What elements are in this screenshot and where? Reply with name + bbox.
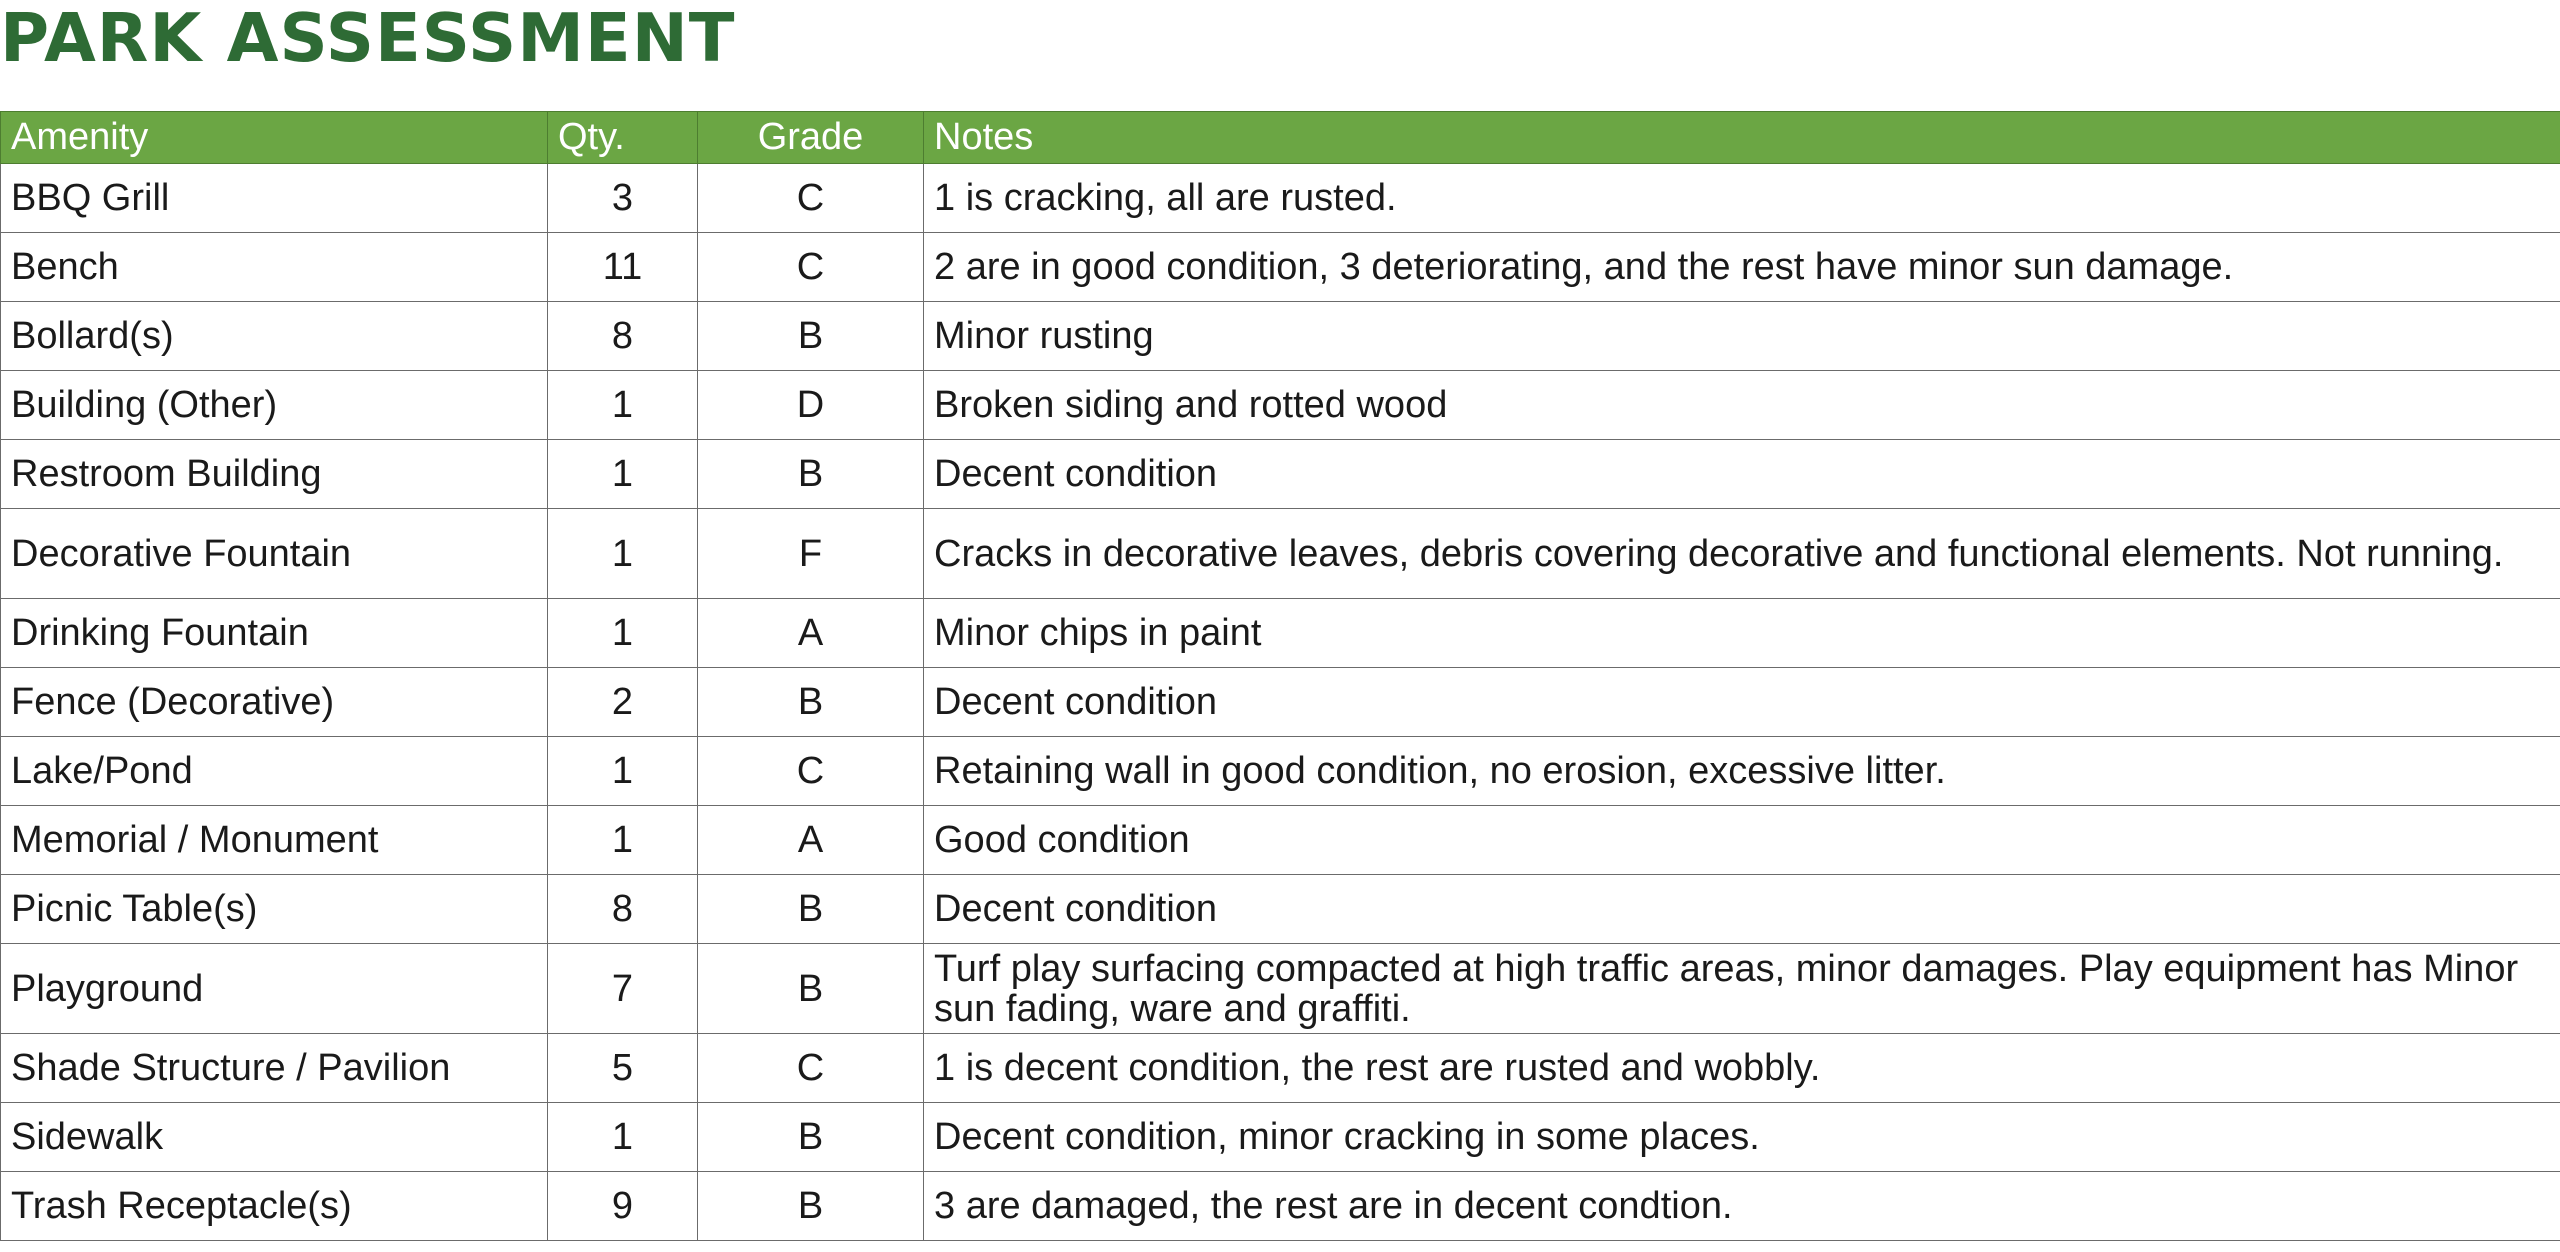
table-row (1, 1034, 2560, 1103)
cell-notes: 2 are in good condition, 3 deteriorating, and the rest have minor sun damage. (924, 233, 2560, 302)
cell-qty: 1 (548, 599, 698, 668)
cell-grade: C (698, 164, 924, 233)
cell-notes: Retaining wall in good condition, no erosion, excessive litter. (924, 737, 2560, 806)
cell-qty: 1 (548, 509, 698, 599)
cell-grade: A (698, 806, 924, 875)
cell-grade: A (698, 599, 924, 668)
column-header-grade: Grade (698, 112, 924, 164)
cell-grade: C (698, 1034, 924, 1103)
cell-amenity: Bollard(s) (1, 302, 548, 371)
cell-qty: 9 (548, 1172, 698, 1241)
column-header-qty: Qty. (548, 112, 698, 164)
cell-amenity: Drinking Fountain (1, 599, 548, 668)
cell-amenity: BBQ Grill (1, 164, 548, 233)
cell-grade: B (698, 668, 924, 737)
table-header (1, 112, 2560, 164)
cell-notes: Cracks in decorative leaves, debris covering decorative and functional elements. Not running. (924, 509, 2560, 599)
table-row (1, 440, 2560, 509)
table-row (1, 1172, 2560, 1241)
assessment-table (0, 111, 2560, 1241)
cell-qty: 2 (548, 668, 698, 737)
cell-notes: Minor rusting (924, 302, 2560, 371)
cell-notes: Minor chips in paint (924, 599, 2560, 668)
table-row (1, 668, 2560, 737)
cell-notes: Decent condition (924, 668, 2560, 737)
table-row (1, 1103, 2560, 1172)
cell-amenity: Restroom Building (1, 440, 548, 509)
table-row (1, 806, 2560, 875)
cell-qty: 3 (548, 164, 698, 233)
table-row (1, 371, 2560, 440)
cell-notes: 1 is decent condition, the rest are rusted and wobbly. (924, 1034, 2560, 1103)
cell-amenity: Building (Other) (1, 371, 548, 440)
cell-qty: 1 (548, 806, 698, 875)
cell-qty: 8 (548, 302, 698, 371)
header-row (1, 112, 2560, 164)
cell-grade: C (698, 233, 924, 302)
cell-amenity: Fence (Decorative) (1, 668, 548, 737)
cell-notes: Good condition (924, 806, 2560, 875)
table-row (1, 599, 2560, 668)
table-row (1, 233, 2560, 302)
table-body (1, 164, 2560, 1241)
table-row (1, 737, 2560, 806)
cell-amenity: Bench (1, 233, 548, 302)
page-title: PARK ASSESSMENT (0, 0, 736, 77)
cell-notes: Decent condition (924, 440, 2560, 509)
column-header-amenity: Amenity (1, 112, 548, 164)
cell-qty: 11 (548, 233, 698, 302)
cell-qty: 1 (548, 1103, 698, 1172)
cell-amenity: Lake/Pond (1, 737, 548, 806)
cell-notes: Decent condition, minor cracking in some places. (924, 1103, 2560, 1172)
cell-amenity: Playground (1, 944, 548, 1034)
table-row (1, 509, 2560, 599)
cell-amenity: Picnic Table(s) (1, 875, 548, 944)
cell-amenity: Trash Receptacle(s) (1, 1172, 548, 1241)
cell-amenity: Sidewalk (1, 1103, 548, 1172)
cell-notes: Turf play surfacing compacted at high traffic areas, minor damages. Play equipment has Minor sun fading, ware and graffiti. (924, 944, 2560, 1034)
cell-grade: B (698, 1172, 924, 1241)
cell-notes: Decent condition (924, 875, 2560, 944)
cell-grade: B (698, 302, 924, 371)
cell-qty: 1 (548, 371, 698, 440)
cell-notes: 1 is cracking, all are rusted. (924, 164, 2560, 233)
cell-amenity: Memorial / Monument (1, 806, 548, 875)
column-header-notes: Notes (924, 112, 2560, 164)
cell-qty: 1 (548, 737, 698, 806)
table-row (1, 875, 2560, 944)
cell-grade: F (698, 509, 924, 599)
cell-grade: B (698, 944, 924, 1034)
table-row (1, 944, 2560, 1034)
cell-grade: C (698, 737, 924, 806)
cell-grade: B (698, 875, 924, 944)
table-row (1, 302, 2560, 371)
cell-grade: B (698, 440, 924, 509)
cell-notes: Broken siding and rotted wood (924, 371, 2560, 440)
cell-amenity: Shade Structure / Pavilion (1, 1034, 548, 1103)
cell-qty: 5 (548, 1034, 698, 1103)
cell-notes: 3 are damaged, the rest are in decent condtion. (924, 1172, 2560, 1241)
cell-grade: D (698, 371, 924, 440)
cell-qty: 1 (548, 440, 698, 509)
cell-qty: 8 (548, 875, 698, 944)
cell-grade: B (698, 1103, 924, 1172)
table-row (1, 164, 2560, 233)
cell-amenity: Decorative Fountain (1, 509, 548, 599)
cell-qty: 7 (548, 944, 698, 1034)
